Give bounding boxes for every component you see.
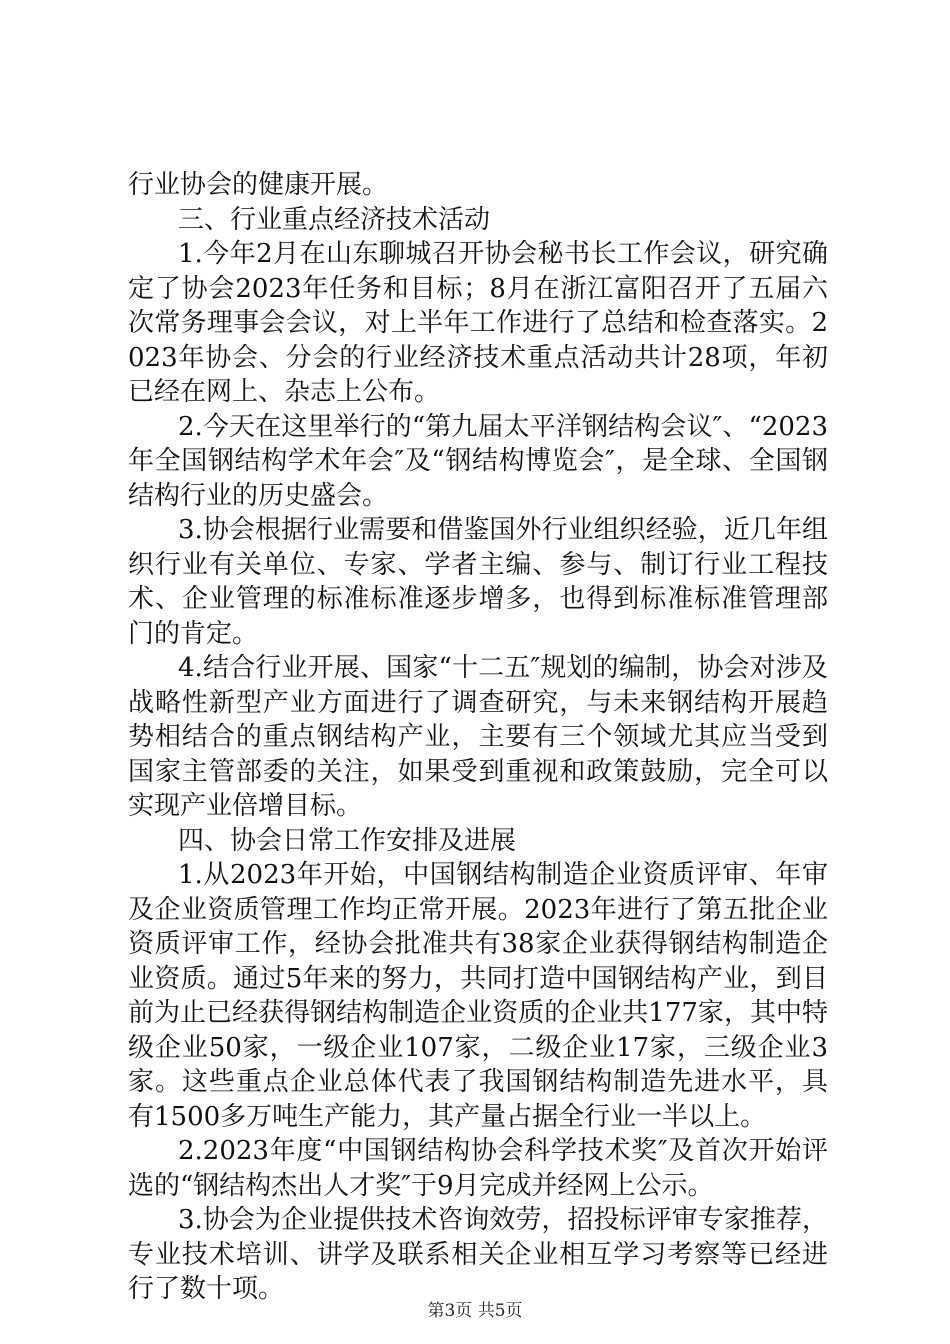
- paragraph-item-5: 1.从2023年开始，中国钢结构制造企业资质评审、年审及企业资质管理工作均正常开展。2023年进行了第五批企业资质评审工作，经协会批准共有38家企业获得钢结构制造企业资质。通过5年来的努力，共同打造中国钢结构产业，到目前为止已经获得钢结构制造企业资质的企业共177家，其中特级企业50家，一级企业107家，二级企业17家，三级企业3家。这些重点企业总体代表了我国钢结构制造先进水平，具有1500多万吨生产能力，其产量占据全行业一半以上。: [128, 860, 828, 1132]
- paragraph-item-7: 3.协会为企业提供技术咨询效劳，招投标评审专家推荐，专业技术培训、讲学及联系相关企业相互学习考察等已经进行了数十项。: [128, 1205, 828, 1304]
- section-heading-4: 四、协会日常工作安排及进展: [178, 825, 517, 856]
- document-body: [128, 168, 828, 1307]
- paragraph-item-2: 2.今天在这里举行的“第九届太平洋钢结构会议″、“2023年全国钢结构学术年会″及“钢结构博览会″，是全球、全国钢结构行业的历史盛会。: [128, 411, 828, 511]
- section-heading-3: 三、行业重点经济技术活动: [178, 204, 491, 235]
- paragraph-item-3: 3.协会根据行业需要和借鉴国外行业组织经验，近几年组织行业有关单位、专家、学者主编、参与、制订行业工程技术、企业管理的标准标准逐步增多，也得到标准标准管理部门的肯定。: [128, 515, 828, 649]
- paragraph-item-4: 4.结合行业开展、国家“十二五″规划的编制，协会对涉及战略性新型产业方面进行了调查研究，与未来钢结构开展趋势相结合的重点钢结构产业，主要有三个领域尤其应当受到国家主管部委的关注，如果受到重视和政策鼓励，完全可以实现产业倍增目标。: [128, 653, 828, 821]
- page-footer: 第3页 共5页: [427, 1301, 523, 1321]
- paragraph-continuation: 行业协会的健康开展。: [128, 170, 389, 200]
- paragraph-item-1: 1.今年2月在山东聊城召开协会秘书长工作会议，研究确定了协会2023年任务和目标；8月在浙江富阳召开了五届六次常务理事会会议，对上半年工作进行了总结和检查落实。2023年协会、分会的行业经济技术重点活动共计28项，年初已经在网上、杂志上公布。: [128, 239, 828, 407]
- paragraph-item-6: 2.2023年度“中国钢结构协会科学技术奖″及首次开始评选的“钢结构杰出人才奖″于9月完成并经网上公示。: [128, 1136, 828, 1201]
